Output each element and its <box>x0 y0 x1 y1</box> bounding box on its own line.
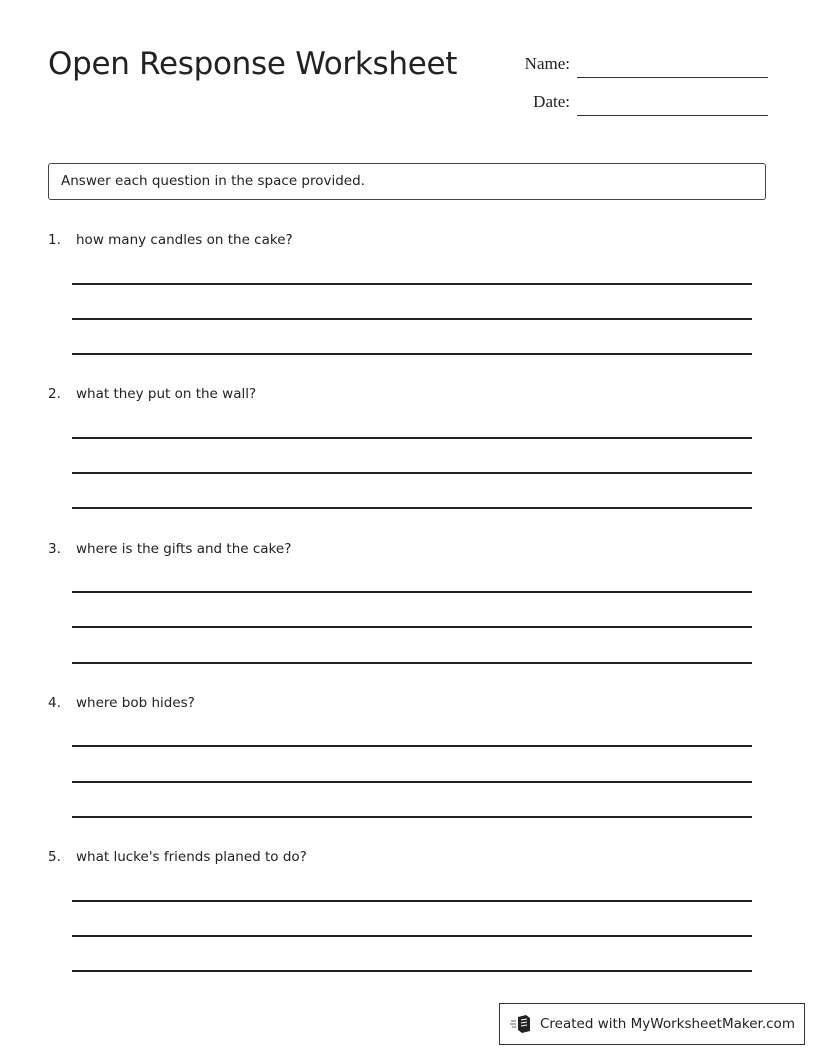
question-text: where is the gifts and the cake? <box>76 541 292 557</box>
date-field-row <box>500 92 768 116</box>
question-number: 3. <box>48 541 61 557</box>
answer-line[interactable] <box>72 353 752 355</box>
question-number: 5. <box>48 849 61 865</box>
question-number: 1. <box>48 232 61 248</box>
answer-line[interactable] <box>72 662 752 664</box>
question-text: how many candles on the cake? <box>76 232 293 248</box>
question-text: what lucke's friends planed to do? <box>76 849 307 865</box>
question-number: 4. <box>48 695 61 711</box>
question-2 <box>48 386 768 404</box>
answer-line[interactable] <box>72 318 752 320</box>
name-line[interactable] <box>577 77 768 78</box>
date-label: Date: <box>533 92 570 111</box>
question-4 <box>48 695 768 713</box>
footer-text: Created with MyWorksheetMaker.com <box>540 1016 795 1032</box>
answer-line[interactable] <box>72 437 752 439</box>
answer-line[interactable] <box>72 472 752 474</box>
worksheet-logo-icon <box>510 1014 532 1034</box>
answer-line[interactable] <box>72 935 752 937</box>
answer-line[interactable] <box>72 507 752 509</box>
answer-line[interactable] <box>72 591 752 593</box>
question-5 <box>48 849 768 867</box>
question-1 <box>48 232 768 250</box>
name-field-row <box>500 54 768 78</box>
answer-line[interactable] <box>72 781 752 783</box>
page-title: Open Response Worksheet <box>48 46 458 82</box>
answer-line[interactable] <box>72 970 752 972</box>
question-text: where bob hides? <box>76 695 195 711</box>
answer-line[interactable] <box>72 283 752 285</box>
question-text: what they put on the wall? <box>76 386 257 402</box>
question-number: 2. <box>48 386 61 402</box>
answer-line[interactable] <box>72 816 752 818</box>
answer-line[interactable] <box>72 900 752 902</box>
answer-line[interactable] <box>72 745 752 747</box>
instructions-box: Answer each question in the space provided. <box>48 163 766 200</box>
date-line[interactable] <box>577 115 768 116</box>
footer-badge[interactable] <box>499 1003 805 1045</box>
name-label: Name: <box>524 54 570 73</box>
answer-line[interactable] <box>72 626 752 628</box>
question-3 <box>48 541 768 559</box>
